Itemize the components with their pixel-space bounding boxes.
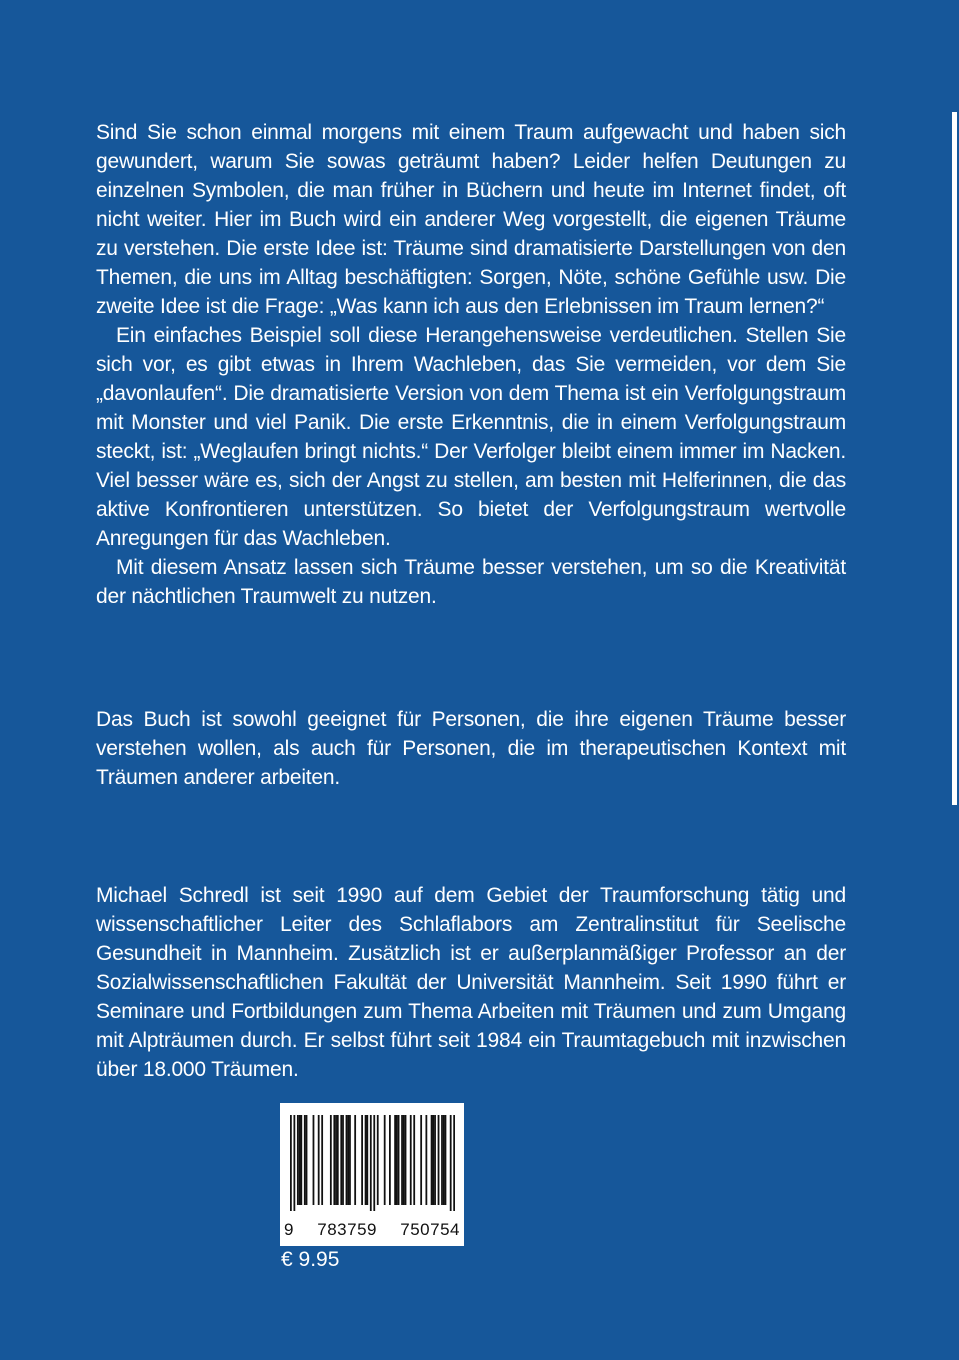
author-bio-section <box>96 881 846 1084</box>
blurb-paragraph-2: Ein einfaches Beispiel soll diese Herangehensweise verdeutlichen. Stellen Sie sich vor, es gibt etwas in Ihrem Wachleben, das Sie vermeiden, vor dem Sie „davonlaufen“. Die dramatisierte Version von dem Thema ist ein Verfolgungstraum mit Monster und viel Panik. Die erste Erkenntnis, die in einem Verfolgungstraum steckt, ist: „Weglaufen bringt nichts.“ Der Verfolger bleibt einem immer im Nacken. Viel besser wäre es, sich der Angst zu stellen, am besten mit Helferinnen, die das aktive Konfrontieren unterstützen. So bietet der Verfolgungstraum wertvolle Anregungen für das Wachleben. <box>96 324 846 550</box>
barcode-lead-digit: 9 <box>284 1220 294 1239</box>
barcode-bar <box>405 1115 407 1205</box>
barcode-bar <box>321 1115 323 1205</box>
barcode-bar <box>354 1115 356 1205</box>
barcode-guard-bar <box>370 1115 372 1211</box>
barcode-bar <box>445 1115 447 1205</box>
barcode-bar <box>396 1115 398 1205</box>
barcode-bar <box>410 1115 412 1205</box>
barcode-bar <box>335 1115 337 1205</box>
barcode-bar <box>330 1115 332 1205</box>
barcode-digit-group-2: 750754 <box>400 1220 460 1239</box>
barcode-bar <box>377 1115 379 1205</box>
barcode-bar <box>401 1115 403 1205</box>
blurb-section <box>96 118 846 611</box>
barcode-bar <box>361 1115 363 1205</box>
price-label: € 9.95 <box>281 1248 340 1271</box>
blurb-paragraph-1: Sind Sie schon einmal morgens mit einem Traum aufgewacht und haben sich gewundert, warum Sie sowas geträumt haben? Leider helfen Deutungen zu einzelnen Symbolen, die man früher in Büchern und heute im Internet findet, oft nicht weiter. Hier im Buch wird ein anderer Weg vorgestellt, die eigenen Träume zu verstehen. Die erste Idee ist: Träume sind dramatisierte Darstellungen von den Themen, die uns im Alltag beschäftigten: Sorgen, Nöte, schöne Gefühle usw. Die zweite Idee ist die Frage: „Was kann ich aus den Erlebnissen im Traum lernen?“ <box>96 121 846 318</box>
barcode-bar <box>365 1115 367 1205</box>
barcode-bar <box>342 1115 344 1205</box>
barcode-bar <box>434 1115 436 1205</box>
barcode-bar <box>438 1115 440 1205</box>
barcode-bars <box>290 1115 455 1211</box>
barcode-bar <box>398 1115 400 1205</box>
barcode-digits <box>284 1220 460 1240</box>
barcode-guard-bar <box>453 1115 455 1211</box>
barcode-bar <box>420 1115 422 1205</box>
barcode-bar <box>299 1115 301 1205</box>
barcode-bar <box>413 1115 415 1205</box>
barcode-bar <box>304 1115 306 1205</box>
barcode-bar <box>403 1115 405 1205</box>
audience-paragraph: Das Buch ist sowohl geeignet für Personen, die ihre eigenen Träume besser verstehen wollen, als auch für Personen, die im therapeutischen Kontext mit Träumen anderer arbeiten. <box>96 708 846 789</box>
barcode-digit-group-1: 783759 <box>317 1220 377 1239</box>
barcode-bar <box>306 1115 308 1205</box>
blurb-paragraph-3: Mit diesem Ansatz lassen sich Träume besser verstehen, um so die Kreativität der nächtlichen Traumwelt zu nutzen. <box>96 556 846 608</box>
barcode-bar <box>333 1115 335 1205</box>
barcode-bar <box>441 1115 443 1205</box>
barcode-bar <box>366 1115 368 1205</box>
barcode-bar <box>394 1115 396 1205</box>
barcode-bar <box>425 1115 427 1205</box>
barcode-bar <box>432 1115 434 1205</box>
barcode-bar <box>384 1115 386 1205</box>
barcode-bar <box>313 1115 315 1205</box>
barcode-guard-bar <box>373 1115 375 1211</box>
barcode-guard-bar <box>293 1115 295 1211</box>
author-bio-paragraph: Michael Schredl ist seit 1990 auf dem Gebiet der Traumforschung tätig und wissenschaftlicher Leiter des Schlaflabors am Zentralinstitut für Seelische Gesundheit in Mannheim. Zusätzlich ist er außerplanmäßiger Professor an der Sozialwissenschaftlichen Fakultät der Universität Mannheim. Seit 1990 führt er Seminare und Fortbildungen zum Thema Arbeiten mit Träumen und zum Umgang mit Alpträumen durch. Er selbst führt seit 1984 ein Traumtagebuch mit inzwischen über 18.000 Träumen. <box>96 884 846 1081</box>
barcode-bar <box>389 1115 391 1205</box>
barcode-bar <box>431 1115 433 1205</box>
barcode-guard-bar <box>450 1115 452 1211</box>
barcode-guard-bar <box>290 1115 292 1211</box>
barcode-bar <box>297 1115 299 1205</box>
barcode-bar <box>346 1115 348 1205</box>
barcode-bar <box>340 1115 342 1205</box>
barcode-bar <box>300 1115 302 1205</box>
barcode-bar <box>318 1115 320 1205</box>
barcode-bar <box>443 1115 445 1205</box>
barcode-bar <box>347 1115 349 1205</box>
spine-edge-line <box>952 112 957 805</box>
barcode-bar <box>349 1115 351 1205</box>
audience-section <box>96 705 846 792</box>
barcode-bar <box>337 1115 339 1205</box>
isbn-barcode <box>280 1103 464 1246</box>
